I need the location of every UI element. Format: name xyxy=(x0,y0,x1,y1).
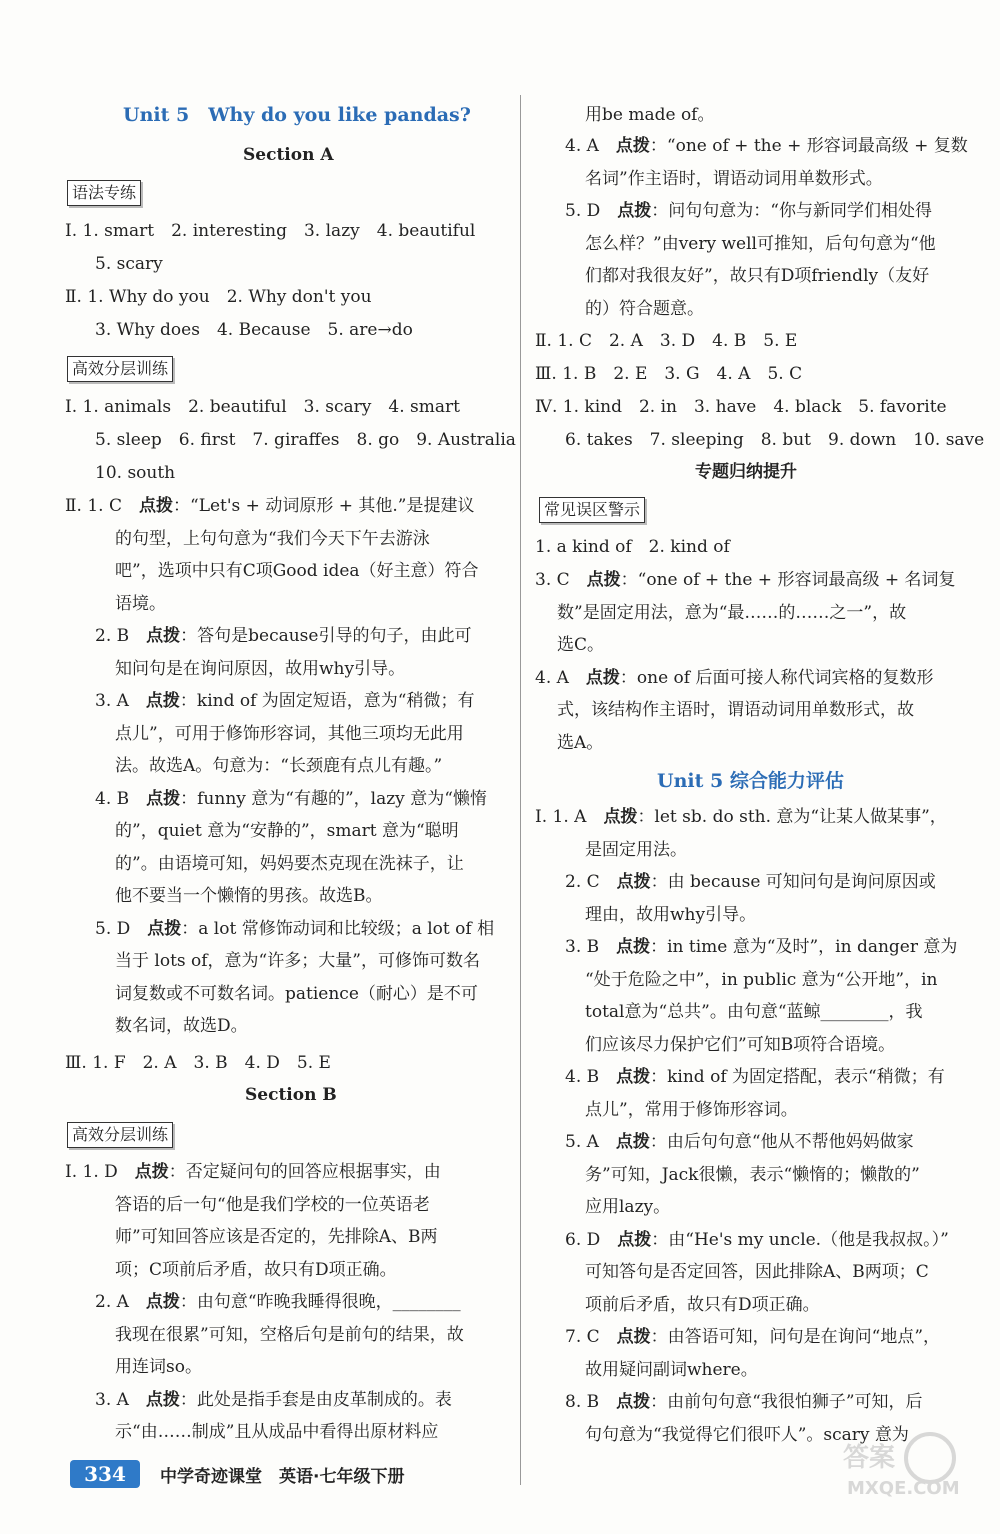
hint-text: ：kind of 为固定搭配，表示“稍微；有 xyxy=(650,1067,945,1087)
hint-keyword: 点拨 xyxy=(617,1229,652,1250)
hint-text-line: 项；C项前后矛盾，故只有D项正确。 xyxy=(115,1259,397,1280)
hint-text-line: 们都对我很友好”，故只有D项friendly（友好 xyxy=(585,266,930,286)
answer-line: Ⅰ. 1. animals 2. beautiful 3. scary 4. smart xyxy=(65,397,460,417)
hint-text-line: 示“由……制成”且从成品中看得出原材料应 xyxy=(115,1422,439,1442)
hint-text: ：问句句意为：“你与新同学们相处得 xyxy=(651,201,932,221)
hint-keyword: 点拨 xyxy=(616,1067,651,1087)
hint-text: ：“one of + the + 形容词最高级 + 名词复 xyxy=(620,570,956,590)
hint-text-line: 选C。 xyxy=(557,635,605,655)
explanation-item xyxy=(95,1385,452,1415)
item-number: 3. B xyxy=(565,937,617,957)
continuation-line: 用be made of。 xyxy=(585,105,715,125)
item-number: 4. B xyxy=(95,788,147,809)
hint-text-line: 知问句是在询问原因，故用why引导。 xyxy=(115,658,406,679)
hint-keyword: 点拨 xyxy=(616,1392,651,1412)
explanation-item xyxy=(535,663,933,693)
answer-line: Ⅲ. 1. B 2. E 3. G 4. A 5. C xyxy=(535,364,803,384)
hint-text: ：由后句句意“他从不帮他妈妈做家 xyxy=(649,1132,914,1152)
hint-text-line: 数”是固定用法，意为“最……的……之一”，故 xyxy=(557,602,907,623)
answer-line: 1. a kind of 2. kind of xyxy=(535,537,730,557)
hint-keyword: 点拨 xyxy=(146,788,181,809)
explanation-item xyxy=(565,1127,914,1157)
hint-text: ：one of 后面可接人称代词宾格的复数形 xyxy=(619,667,934,688)
answer-line: Ⅱ. 1. C 2. A 3. D 4. B 5. E xyxy=(535,331,798,351)
svg-text:MXQE.COM: MXQE.COM xyxy=(847,1478,960,1499)
item-number: 3. C xyxy=(535,570,587,590)
hint-text: ：“Let's + 动词原形 + 其他.”是提建议 xyxy=(173,496,475,516)
hint-text: ：“one of + the + 形容词最高级 + 复数 xyxy=(649,136,968,156)
column-divider xyxy=(520,95,521,1485)
hint-text-line: 点儿”，可用于修饰形容词，其他三项均无此用 xyxy=(115,723,464,744)
hint-text: ：a lot 常修饰动词和比较级；a lot of 相 xyxy=(181,918,495,939)
explanation-item xyxy=(565,1062,945,1092)
answer-line: Ⅲ. 1. F 2. A 3. B 4. D 5. E xyxy=(65,1053,331,1073)
svg-text:答案: 答案 xyxy=(843,1443,896,1473)
hint-text-line: 的）符合题意。 xyxy=(585,298,704,319)
hint-text-line: 当于 lots of，意为“许多；大量”，可修饰可数名 xyxy=(115,951,480,971)
hint-text: ：funny 意为“有趣的”，lazy 意为“懒惰 xyxy=(180,788,487,809)
hint-text-line: 应用lazy。 xyxy=(585,1197,671,1217)
hint-keyword: 点拨 xyxy=(139,496,173,516)
hint-text-line: 选A。 xyxy=(557,732,604,753)
explanation-item xyxy=(565,1225,949,1255)
hint-keyword: 点拨 xyxy=(147,918,182,939)
hint-keyword: 点拨 xyxy=(586,570,621,590)
item-number: 5. D xyxy=(565,201,618,221)
hint-keyword: 点拨 xyxy=(145,1389,180,1410)
watermark-logo xyxy=(835,1430,965,1500)
unit-title: Unit 5 Why do you like pandas? xyxy=(123,104,471,126)
explanation-item xyxy=(95,686,475,716)
hint-text: ：答句是because引导的句子，由此可 xyxy=(180,626,472,646)
item-number: 5. A xyxy=(565,1132,616,1152)
item-number: 8. B xyxy=(565,1392,617,1412)
hint-text: ：kind of 为固定短语，意为“稍微；有 xyxy=(179,691,475,711)
section-tag-errors: 常见误区警示 xyxy=(539,497,645,523)
answer-line: 5. sleep 6. first 7. giraffes 8. go 9. Australia xyxy=(95,430,516,450)
hint-text-line: 理由，故用why引导。 xyxy=(585,904,757,925)
hint-text: ：此处是指手套是由皮革制成的。表 xyxy=(179,1389,452,1410)
hint-text: ：否定疑问句的回答应根据事实，由 xyxy=(168,1162,441,1182)
explanation-item xyxy=(65,1157,441,1187)
hint-text-line: 务”可知，Jack很懒，表示“懒惰的；懒散的” xyxy=(585,1164,920,1185)
hint-text-line: 名词”作主语时，谓语动词用单数形式。 xyxy=(585,168,883,189)
explanation-item xyxy=(565,131,968,161)
hint-text-line: 点儿”，常用于修饰形容词。 xyxy=(585,1099,798,1120)
explanation-item xyxy=(95,784,487,814)
book-title: 中学奇迹课堂 英语·七年级下册 xyxy=(160,1467,405,1487)
hint-keyword: 点拨 xyxy=(585,667,620,688)
hint-text: ：由答语可知，问句是在询问“地点”， xyxy=(650,1327,941,1347)
hint-text: ：let sb. do sth. 意为“让某人做某事”， xyxy=(637,807,947,827)
hint-keyword: 点拨 xyxy=(145,1292,180,1312)
topic-heading: 专题归纳提升 xyxy=(695,462,797,482)
explanation-item xyxy=(535,802,947,832)
explanation-item xyxy=(65,491,474,521)
hint-text: ：由“He's my uncle.（他是我叔叔。）” xyxy=(651,1229,949,1250)
hint-text: ：由 because 可知问句是询问原因或 xyxy=(650,872,936,892)
hint-keyword: 点拨 xyxy=(616,872,651,892)
explanation-item xyxy=(535,565,956,595)
item-number: 7. C xyxy=(565,1327,617,1347)
answer-line: 3. Why does 4. Because 5. are→do xyxy=(95,320,413,340)
item-number: 2. C xyxy=(565,872,617,892)
item-number: Ⅱ. 1. C xyxy=(65,496,139,516)
hint-text-line: 项前后矛盾，故只有D项正确。 xyxy=(585,1294,820,1315)
hint-text-line: 语境。 xyxy=(115,593,166,614)
hint-text-line: 师”可知回答应该是否定的，先排除A、B两 xyxy=(115,1227,438,1247)
answer-line: 6. takes 7. sleeping 8. but 9. down 10. save xyxy=(565,430,985,450)
item-number: 2. B xyxy=(95,626,147,646)
explanation-item xyxy=(95,914,494,944)
hint-keyword: 点拨 xyxy=(615,136,650,156)
item-number: 4. B xyxy=(565,1067,617,1087)
explanation-item xyxy=(565,932,957,962)
hint-text-line: “处于危险之中”，in public 意为“公开地”，in xyxy=(585,969,938,990)
hint-keyword: 点拨 xyxy=(615,1132,650,1152)
hint-text-line: 用连词so。 xyxy=(115,1357,202,1377)
section-a-heading: Section A xyxy=(243,145,334,165)
hint-text-line: 吧”，选项中只有C项Good idea（好主意）符合 xyxy=(115,561,479,581)
hint-text-line: 故用疑问副词where。 xyxy=(585,1359,758,1380)
hint-keyword: 点拨 xyxy=(603,807,638,827)
hint-text-line: 怎么样？”由very well可推知，后句句意为“他 xyxy=(585,233,936,254)
unit-eval-title: Unit 5 综合能力评估 xyxy=(657,770,844,792)
hint-text-line: 我现在很累”可知，空格后句是前句的结果，故 xyxy=(115,1324,464,1345)
explanation-item xyxy=(565,196,932,226)
section-b-heading: Section B xyxy=(245,1085,337,1105)
item-number: 6. D xyxy=(565,1229,618,1250)
hint-keyword: 点拨 xyxy=(145,691,180,711)
item-number: 4. A xyxy=(565,136,616,156)
hint-text-line: 可知答句是否定回答，因此排除A、B两项；C xyxy=(585,1262,929,1282)
hint-text-line: total意为“总共”。由句意“蓝鲸________，我 xyxy=(585,1002,923,1022)
hint-text: ：由前句句意“我很怕狮子”可知，后 xyxy=(650,1392,923,1412)
item-number: Ⅰ. 1. A xyxy=(535,807,604,827)
hint-keyword: 点拨 xyxy=(616,937,651,957)
answer-line: 5. scary xyxy=(95,254,163,274)
hint-text-line: 们应该尽力保护它们”可知B项符合语境。 xyxy=(585,1034,896,1055)
hint-text-line: 句句意为“我觉得它们很吓人”。scary 意为 xyxy=(585,1424,909,1445)
hint-keyword: 点拨 xyxy=(134,1162,169,1182)
explanation-item xyxy=(565,1322,940,1352)
hint-text-line: 式，该结构作主语时，谓语动词用单数形式，故 xyxy=(557,700,914,720)
hint-keyword: 点拨 xyxy=(616,1327,651,1347)
explanation-item xyxy=(565,867,936,897)
section-tag-training-b: 高效分层训练 xyxy=(67,1122,173,1148)
hint-text-line: 词复数或不可数名词。patience（耐心）是不可 xyxy=(115,983,478,1004)
item-number: 5. D xyxy=(95,918,148,939)
hint-text-line: 是固定用法。 xyxy=(585,839,687,860)
hint-text-line: 的”。由语境可知，妈妈要杰克现在洗袜子，让 xyxy=(115,853,464,874)
answer-line: Ⅱ. 1. Why do you 2. Why don't you xyxy=(65,287,372,307)
hint-text-line: 法。故选A。句意为：“长颈鹿有点儿有趣。” xyxy=(115,756,443,776)
item-number: 3. A xyxy=(95,691,146,711)
hint-text-line: 他不要当一个懒惰的男孩。故选B。 xyxy=(115,886,383,906)
hint-text-line: 的句型，上句句意为“我们今天下午去游泳 xyxy=(115,528,430,549)
answer-line: Ⅰ. 1. smart 2. interesting 3. lazy 4. beautiful xyxy=(65,221,476,241)
hint-text: ：in time 意为“及时”，in danger 意为 xyxy=(650,937,958,957)
explanation-item xyxy=(95,1287,461,1317)
item-number: 2. A xyxy=(95,1292,146,1312)
explanation-item xyxy=(565,1387,923,1417)
page-footer xyxy=(70,1460,450,1494)
hint-keyword: 点拨 xyxy=(617,201,652,221)
hint-text-line: 的”，quiet 意为“安静的”，smart 意为“聪明 xyxy=(115,821,459,841)
item-number: Ⅰ. 1. D xyxy=(65,1162,135,1182)
hint-text: ：由句意“昨晚我睡得很晚，________ xyxy=(179,1292,461,1312)
explanation-item xyxy=(95,621,471,651)
section-tag-grammar: 语法专练 xyxy=(67,180,141,206)
hint-keyword: 点拨 xyxy=(146,626,181,646)
page-number: 334 xyxy=(70,1460,140,1488)
item-number: 4. A xyxy=(535,667,586,688)
answer-line: 10. south xyxy=(95,463,176,483)
hint-text-line: 答语的后一句“他是我们学校的一位英语老 xyxy=(115,1194,430,1215)
section-tag-training: 高效分层训练 xyxy=(67,356,173,382)
answer-line: Ⅳ. 1. kind 2. in 3. have 4. black 5. favorite xyxy=(535,397,947,417)
item-number: 3. A xyxy=(95,1389,146,1410)
hint-text-line: 数名词，故选D。 xyxy=(115,1016,248,1036)
